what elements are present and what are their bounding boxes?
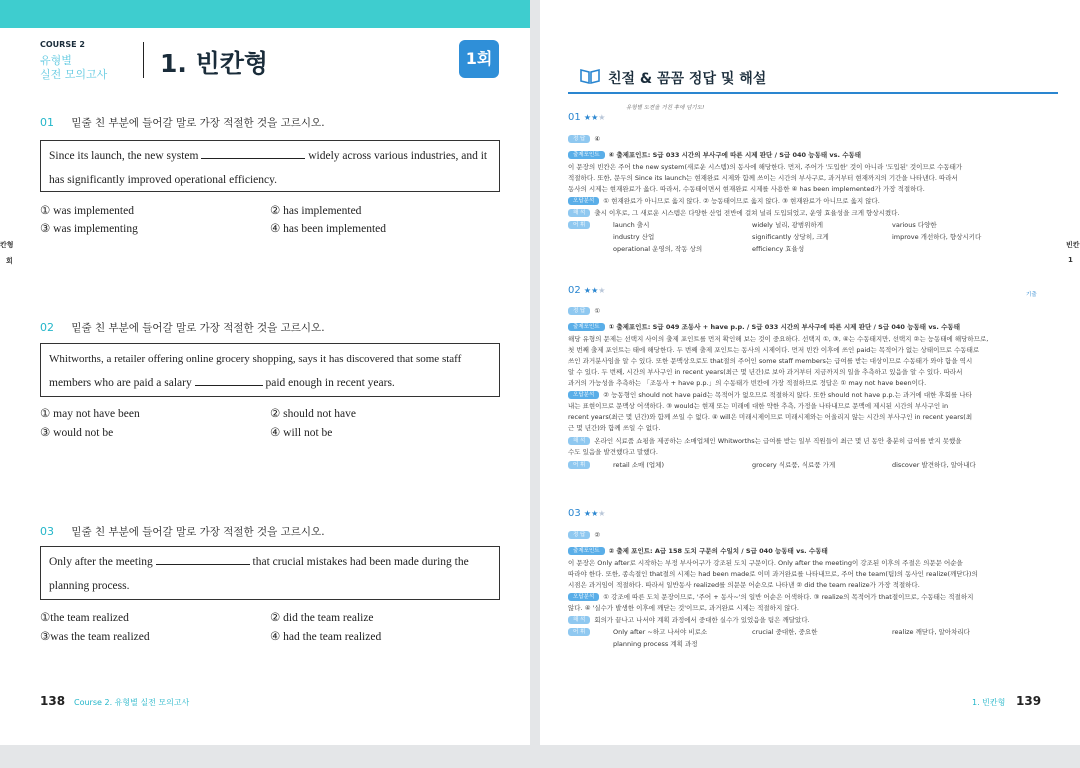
answer-2-heading [568, 285, 605, 296]
vocab-item: Only after ~하고 나서야 비로소 [613, 628, 708, 636]
option-1[interactable]: ①the team realized [40, 612, 129, 624]
handwritten-note: 유형별 도젼을 거친 후에 넘기도! [626, 105, 705, 111]
round-badge: 1회 [459, 40, 499, 78]
question-1-heading [40, 115, 325, 130]
option-3[interactable]: ③ would not be [40, 427, 114, 439]
blank-line [156, 552, 250, 565]
difficulty-stars: ★★ [583, 286, 599, 295]
question-1-box [40, 140, 500, 192]
question-number: 02 [40, 321, 54, 334]
wrong-tag: 오답분석 [568, 391, 599, 399]
sentence-part: widely across various industries, and it [308, 150, 488, 162]
option-4[interactable]: ④ had the team realized [270, 631, 382, 643]
vocab-tag: 어 휘 [568, 221, 590, 229]
difficulty-stars: ★★ [583, 509, 599, 518]
body-line: 시점은 과거임이 적절하다. 따라서 일반동사 realized를 의문문 어순으로 나타낸 ② did the team realize가 가장 적절하다. [568, 581, 920, 589]
vocab-item: grocery 식료품, 식료품 가게 [752, 461, 836, 469]
trans-tag: 해 석 [568, 437, 590, 445]
page-number: 138 [40, 694, 66, 708]
wrong-text: ② 능동형인 should not have paid는 목적어가 없으므로 적절하지 않다. 또한 should not have p.p.는 과거에 대한 후회를 나타 [603, 391, 972, 399]
body-line: 이 문장의 빈칸은 주어 the new system(새로운 시스템)의 동사에 해당한다. 먼저, 주어가 '도입한' 것이 아니라 '도입된' 것이므로 수동태가 [568, 163, 963, 171]
body-line: 적절하다. 또한, 문두의 Since its launch는 현재완료 시제와 함께 쓰이는 시간의 부사구로, 과거부터 현재까지의 기간을 나타낸다. 따라서 [568, 174, 958, 182]
sentence-part: members who are paid a salary [49, 377, 192, 389]
course-label: COURSE 2 [40, 40, 85, 49]
footer-text: Course 2. 유형별 실전 모의고사 [74, 698, 190, 707]
vocab-item: various 다양한 [892, 221, 937, 229]
question-3-heading [40, 524, 325, 539]
answer-value: ② [594, 531, 601, 539]
body-line: 과거의 가능성을 추측하는 「조동사 + have p.p.」의 수동태가 빈칸에 가장 적절하므로 정답은 ① may not have been이다. [568, 379, 927, 387]
body-line: 첫 번째 출제 포인트는 태에 해당한다. 두 번째 출제 포인트는 동사의 시제이다. 먼저 빈칸 이후에 쓰인 paid는 목적어가 없는 상태이므로 수동태로 [568, 346, 980, 354]
body-line: 내는 표현이므로 문맥상 어색하다. ③ would는 현재 또는 미래에 대한 약한 추측, 가정을 나타내므로 문맥에 제시된 시간의 부사구인 in [568, 402, 949, 410]
point-tag: 출제포인트 [568, 547, 605, 555]
vocab-item: launch 출시 [613, 221, 650, 229]
answer-value: ① [594, 307, 601, 315]
trans-text: 온라인 식료품 쇼핑을 제공하는 소매업체인 Whitworths는 급여를 받는 일부 직원들이 최근 몇 년 동안 충분히 급여를 받지 못했을 [594, 437, 962, 445]
left-page [0, 0, 530, 745]
body-line: 해당 유형의 문제는 선택지 사이의 출제 포인트를 먼저 확인해 보는 것이 중요하다. 선택지 ①, ③, ④는 수동태지만, 선택지 ②는 능동태에 해당하므로, [568, 335, 989, 343]
vocab-tag: 어 휘 [568, 461, 590, 469]
explanation-header: 친절 & 꼼꼼 정답 및 해설 [608, 71, 767, 87]
vocab-item: improve 개선하다, 향상시키다 [892, 233, 982, 241]
sentence-part: Whitworths, a retailer offering online grocery shopping, says it has discovered that some staff [49, 353, 462, 365]
option-4[interactable]: ④ will not be [270, 427, 333, 439]
option-2[interactable]: ② has implemented [270, 205, 362, 217]
trans-row [568, 615, 1058, 626]
answer-row [568, 134, 1058, 145]
point-text: ④ 출제포인트: S급 033 시간의 부사구에 따른 시제 판단 / S급 040 능동태 vs. 수동태 [608, 151, 862, 159]
question-number: 03 [40, 525, 54, 538]
vocab-item: significantly 상당히, 크게 [752, 233, 829, 241]
question-3-box [40, 546, 500, 600]
point-row [568, 322, 1058, 333]
top-color-band [0, 0, 530, 28]
option-1[interactable]: ① may not have been [40, 408, 140, 420]
wrong-tag: 오답분석 [568, 593, 599, 601]
wrong-text: ① 강조에 따른 도치 문장이므로, '주어 + 동사~'의 일반 어순은 어색하다. ③ realize의 목적어가 that절이므로, 수동태는 적절하지 [603, 593, 974, 601]
wrong-row [568, 390, 1058, 401]
vocab-item: industry 산업 [613, 233, 655, 241]
question-number: 01 [40, 116, 54, 129]
option-3[interactable]: ③was the team realized [40, 631, 150, 643]
empty-star-icon: ★ [598, 509, 606, 518]
option-1[interactable]: ① was implemented [40, 205, 134, 217]
blank-line [195, 373, 263, 386]
trans-tag: 해 석 [568, 209, 590, 217]
trans-tag: 해 석 [568, 616, 590, 624]
point-tag: 출제포인트 [568, 151, 605, 159]
vocab-row [568, 460, 1058, 471]
option-3[interactable]: ③ was implementing [40, 223, 138, 235]
question-prompt: 밑줄 친 부분에 들어갈 말로 가장 적절한 것을 고르시오. [71, 526, 325, 538]
vocab-row [568, 220, 1058, 231]
course-sub1: 유형별 [40, 54, 72, 67]
answer-row [568, 306, 1058, 317]
point-tag: 출제포인트 [568, 323, 605, 331]
vocab-item: operational 운영의, 작동 상의 [613, 245, 703, 253]
blank-line [201, 146, 305, 159]
option-2[interactable]: ② should not have [270, 408, 357, 420]
point-text: ② 출제 포인트: A급 158 도치 구문의 수일치 / S급 040 능동태 vs. 수동태 [608, 547, 828, 555]
answer-number: 03 [568, 508, 581, 519]
empty-star-icon: ★ [598, 113, 606, 122]
vocab-row [568, 627, 1058, 638]
book-icon [580, 68, 600, 88]
page-title: 1. 빈칸형 [160, 49, 269, 78]
sentence-part: Since its launch, the new system [49, 150, 199, 162]
question-prompt: 밑줄 친 부분에 들어갈 말로 가장 적절한 것을 고르시오. [71, 322, 325, 334]
sentence-part: Only after the meeting [49, 556, 153, 568]
answer-value: ④ [594, 135, 601, 143]
sentence-part: planning process. [49, 580, 130, 592]
body-line: 따라야 한다. 또한, 종속절인 that절의 시제는 had been made로 이미 과거완료를 나타내므로, 주어 the team(팀)의 동사인 realize(깨닫다)의 [568, 570, 978, 578]
sentence-part: that crucial mistakes had been made during the [252, 556, 469, 568]
page-number: 139 [1016, 694, 1042, 708]
body-line: 알 수 있다. 두 번째, 시간의 부사구인 in recent years(최근 몇 년간)로 보아 과거부터 지금까지의 일을 추측하고 있음을 알 수 있다. 따라서 [568, 368, 963, 376]
vocab-item: efficiency 효율성 [752, 245, 805, 253]
option-2[interactable]: ② did the team realize [270, 612, 374, 624]
point-text: ① 출제포인트: S급 049 조동사 + have p.p. / S급 033 시간의 부사구에 따른 시제 판단 / S급 040 능동태 vs. 수동태 [608, 323, 960, 331]
answer-number: 01 [568, 112, 581, 123]
answer-tag: 정 답 [568, 531, 590, 539]
vocab-item: widely 널리, 광범위하게 [752, 221, 824, 229]
wrong-row [568, 592, 1058, 603]
trans-row [568, 436, 1058, 447]
option-4[interactable]: ④ has been implemented [270, 223, 387, 235]
vocab-tag: 어 휘 [568, 628, 590, 636]
body-line: 근 몇 년간)와 함께 쓰일 수 없다. [568, 424, 661, 432]
body-line: recent years(최근 몇 년간)와 함께 쓰일 수 없다. ④ will은 미래시제이므로 미래시제와는 어울리지 않는 시간의 부사구인 in recent years(최 [568, 413, 973, 421]
past-exam-mark: 기출 [1026, 292, 1037, 298]
vocab-item: retail 소매 (업체) [613, 461, 664, 469]
wrong-row [568, 196, 1058, 207]
answer-3-heading [568, 508, 605, 519]
side-tab: 1 [1068, 256, 1073, 264]
side-tab: 칸형 [0, 241, 14, 249]
answer-tag: 정 답 [568, 135, 590, 143]
sentence-part: paid enough in recent years. [265, 377, 395, 389]
sentence-part: has significantly improved operational efficiency. [49, 174, 278, 186]
answer-number: 02 [568, 285, 581, 296]
wrong-tag: 오답분석 [568, 197, 599, 205]
question-prompt: 밑줄 친 부분에 들어갈 말로 가장 적절한 것을 고르시오. [71, 117, 325, 129]
header-underline [568, 92, 1058, 94]
point-row [568, 150, 1058, 161]
trans-text: 회의가 끝나고 나서야 계획 과정에서 중대한 실수가 있었음을 팀은 깨달았다. [594, 616, 810, 624]
wrong-text: ① 현재완료가 아니므로 옳지 않다. ② 능동태이므로 옳지 않다. ③ 현재완료가 아니므로 옳지 않다. [603, 197, 880, 205]
trans-text: 출시 이후로, 그 새로운 시스템은 다양한 산업 전반에 걸쳐 널리 도입되었고, 운영 효율성을 크게 향상시켰다. [594, 209, 900, 217]
point-row [568, 546, 1058, 557]
side-tab: 빈칸 [1066, 241, 1080, 249]
vocab-item: planning process 계획 과정 [613, 640, 698, 648]
body-line: 수도 있음을 발견했다고 말했다. [568, 448, 658, 456]
body-line: 동사의 시제는 현재완료가 옳다. 따라서, 수동태이면서 현재완료 시제를 사용한 ④ has been implemented가 가장 적절하다. [568, 185, 925, 193]
answer-tag: 정 답 [568, 307, 590, 315]
answer-1-heading [568, 112, 605, 123]
vocab-item: discover 발견하다, 알아내다 [892, 461, 976, 469]
trans-row [568, 208, 1058, 219]
right-page [540, 0, 1080, 745]
side-tab: 회 [6, 257, 13, 265]
body-line: 쓰인 과거분사임을 알 수 있다. 또한 문맥상으로도 that절의 주어인 some staff members는 급여를 받는 대상이므로 수동태가 와야 함을 역시 [568, 357, 973, 365]
body-line: 않다. ④ '실수가 발생한 이후에 깨닫는 것'이므로, 과거완료 시제는 적절하지 않다. [568, 604, 799, 612]
difficulty-stars: ★★ [583, 113, 599, 122]
empty-star-icon: ★ [598, 286, 606, 295]
course-sub2: 실전 모의고사 [40, 68, 108, 81]
answer-row [568, 530, 1058, 541]
vocab-item: realize 깨닫다, 알아차리다 [892, 628, 970, 636]
vocab-item: crucial 중대한, 중요한 [752, 628, 818, 636]
question-2-box [40, 343, 500, 397]
title-divider [143, 42, 144, 78]
body-line: 이 문장은 Only after로 시작하는 부정 부사어구가 강조된 도치 구문이다. Only after the meeting이 강조된 이후의 주절은 의문문 어순을 [568, 559, 963, 567]
footer-text: 1. 빈칸형 [972, 698, 1006, 707]
question-2-heading [40, 320, 325, 335]
